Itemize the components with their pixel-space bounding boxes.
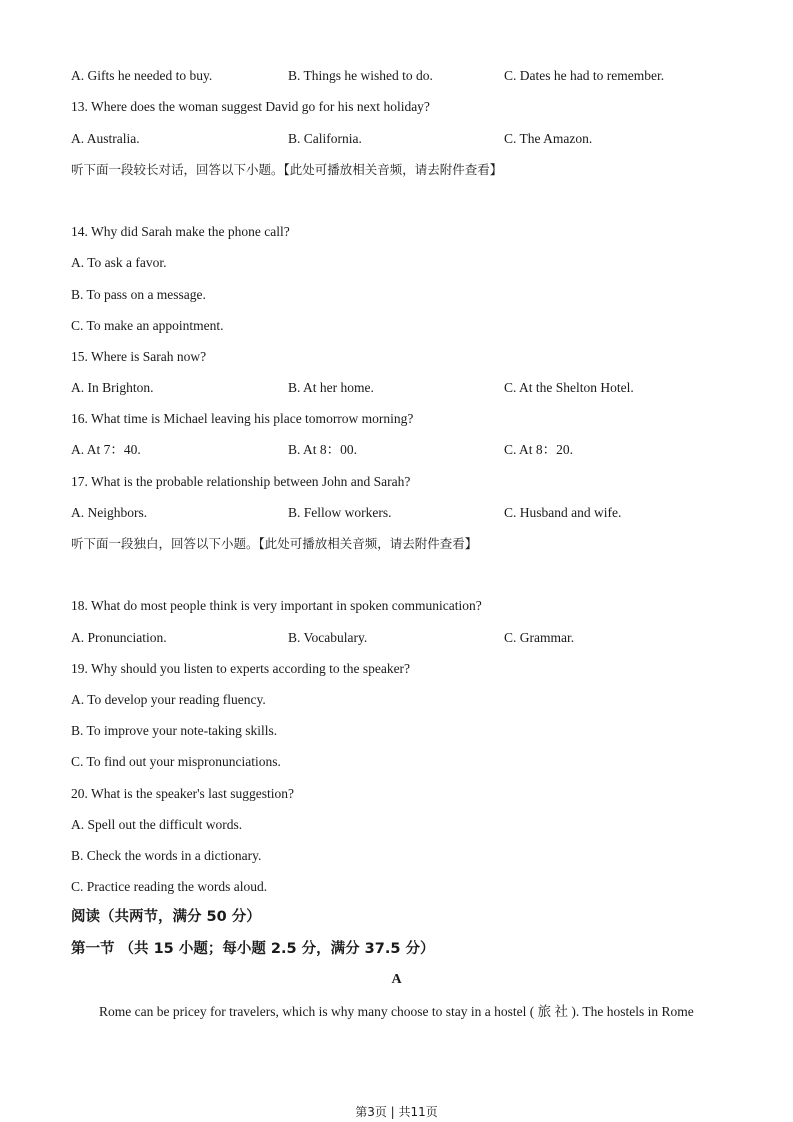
q18-option-a: A. Pronunciation. xyxy=(71,630,167,645)
q15-option-b: B. At her home. xyxy=(288,380,374,395)
q18-option-b: B. Vocabulary. xyxy=(288,630,368,645)
q19-question: 19. Why should you listen to experts according to the speaker? xyxy=(71,661,411,676)
passage-text: Rome can be pricey for travelers, which is why many choose to stay in a hostel ( 旅 社 ). The hostels in Rome xyxy=(99,1004,694,1019)
q12-option-a: A. Gifts he needed to buy. xyxy=(71,68,213,83)
section1-heading: 第一节 （共 15 小题；每小题 2.5 分，满分 37.5 分） xyxy=(71,941,435,957)
q20-option-a: A. Spell out the difficult words. xyxy=(71,817,243,832)
q16-question: 16. What time is Michael leaving his place tomorrow morning? xyxy=(71,411,414,426)
q17-option-a: A. Neighbors. xyxy=(71,505,148,520)
q19-option-a: A. To develop your reading fluency. xyxy=(71,692,266,707)
q15-option-c: C. At the Shelton Hotel. xyxy=(504,380,634,395)
q18-option-c: C. Grammar. xyxy=(504,630,575,645)
q13-option-c: C. The Amazon. xyxy=(504,131,593,146)
q14-option-c: C. To make an appointment. xyxy=(71,318,224,333)
q14-option-b: B. To pass on a message. xyxy=(71,287,206,302)
q20-option-c: C. Practice reading the words aloud. xyxy=(71,879,268,894)
q16-option-c: C. At 8：20. xyxy=(504,442,574,457)
reading-heading: 阅读（共两节，满分 50 分） xyxy=(71,909,261,925)
q15-question: 15. Where is Sarah now? xyxy=(71,349,207,364)
q15-option-a: A. In Brighton. xyxy=(71,380,154,395)
listening-instruction-2: 听下面一段独白，回答以下小题。【此处可播放相关音频，请去附件查看】 xyxy=(71,536,478,551)
q13-question: 13. Where does the woman suggest David go for his next holiday? xyxy=(71,99,430,114)
q12-option-b: B. Things he wished to do. xyxy=(288,68,433,83)
q14-option-a: A. To ask a favor. xyxy=(71,255,167,270)
q17-option-c: C. Husband and wife. xyxy=(504,505,622,520)
passage-label: A xyxy=(391,972,402,987)
q16-option-b: B. At 8：00. xyxy=(288,442,358,457)
q13-option-b: B. California. xyxy=(288,131,362,146)
page-footer: 第3页 | 共11页 xyxy=(355,1105,438,1119)
q16-option-a: A. At 7：40. xyxy=(71,442,141,457)
q19-option-b: B. To improve your note-taking skills. xyxy=(71,723,278,738)
q17-question: 17. What is the probable relationship between John and Sarah? xyxy=(71,474,411,489)
q20-question: 20. What is the speaker's last suggestion? xyxy=(71,786,295,801)
q18-question: 18. What do most people think is very important in spoken communication? xyxy=(71,598,482,613)
listening-instruction-1: 听下面一段较长对话，回答以下小题。【此处可播放相关音频，请去附件查看】 xyxy=(71,162,503,177)
q13-option-a: A. Australia. xyxy=(71,131,140,146)
q14-question: 14. Why did Sarah make the phone call? xyxy=(71,224,290,239)
q20-option-b: B. Check the words in a dictionary. xyxy=(71,848,262,863)
q12-option-c: C. Dates he had to remember. xyxy=(504,68,665,83)
q19-option-c: C. To find out your mispronunciations. xyxy=(71,754,281,769)
q17-option-b: B. Fellow workers. xyxy=(288,505,392,520)
